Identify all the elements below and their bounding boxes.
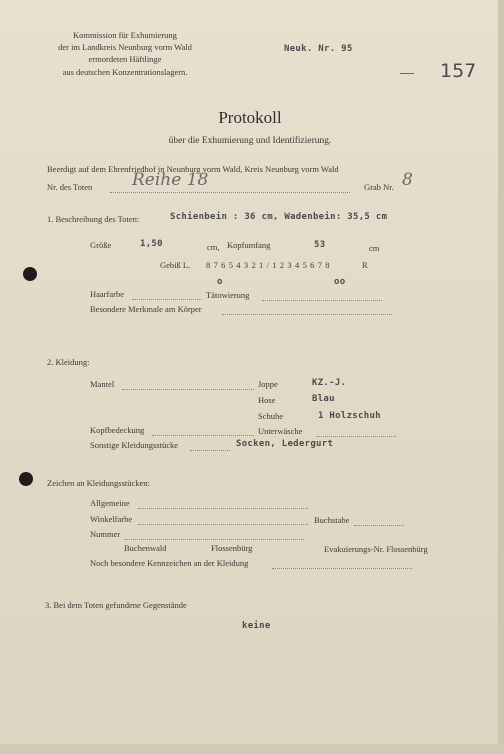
dead-number-value: Reihe 18 [132, 170, 209, 190]
other-clothing-value: Socken, Ledergurt [236, 439, 334, 449]
commission-line-2: der im Landkreis Neunburg vorm Wald [58, 42, 192, 52]
general-label: Allgemeine [90, 498, 130, 508]
number-label: Nummer [90, 529, 121, 539]
other-marks-line [272, 568, 412, 569]
reference-number: Neuk. Nr. 95 [284, 44, 353, 54]
trousers-value: Blau [312, 394, 335, 404]
angle-color-label: Winkelfarbe [90, 514, 133, 524]
head-circumference-unit: cm [369, 243, 380, 253]
punch-hole-bottom [19, 472, 33, 486]
teeth-mark-right: oo [334, 277, 346, 287]
other-clothing-label: Sonstige Kleidungsstücke [90, 440, 179, 450]
commission-line-4: aus deutschen Konzentrationslagern. [62, 67, 188, 77]
special-marks-line [222, 314, 392, 315]
dead-number-line [110, 192, 350, 193]
hair-color-label: Haarfarbe [90, 289, 124, 299]
section3-value: keine [242, 621, 271, 631]
jacket-label: Joppe [258, 379, 278, 389]
coat-label: Mantel [90, 379, 115, 389]
punch-hole-top [23, 267, 37, 281]
height-label: Größe [90, 240, 112, 250]
number-line [124, 539, 304, 540]
head-circumference-value: 53 [314, 240, 326, 250]
general-line [138, 508, 308, 509]
page-title: Protokoll [218, 108, 282, 127]
page-number-dash [400, 73, 414, 74]
section1-heading: 1. Beschreibung des Toten: [47, 214, 140, 224]
buchenwald-label: Buchenwald [124, 543, 167, 553]
flossenbuerg-label: Flossenbürg [211, 543, 253, 553]
page-edge-bottom [0, 744, 504, 754]
height-unit: cm, [207, 242, 220, 252]
underwear-line [316, 436, 396, 437]
marks-heading: Zeichen an Kleidungsstücken: [47, 478, 150, 488]
commission-line-3: ermordeten Häftlinge [88, 54, 162, 64]
underwear-label: Unterwäsche [258, 426, 303, 436]
dead-number-label: Nr. des Toten [47, 182, 93, 192]
teeth-label: Gebiß L. [160, 260, 191, 270]
grave-number-value: 8 [402, 170, 413, 190]
height-value: 1,50 [140, 239, 163, 249]
hair-color-line [132, 299, 202, 300]
trousers-label: Hose [258, 395, 276, 405]
section3-heading: 3. Bei dem Toten gefundene Gegenstände [45, 600, 187, 610]
page-edge-right [498, 0, 504, 754]
shoes-value: 1 Holzschuh [318, 411, 381, 421]
other-marks-label: Noch besondere Kennzeichen an der Kleidung [90, 558, 249, 568]
grave-number-label: Grab Nr. [364, 182, 394, 192]
teeth-r-label: R [362, 260, 368, 270]
headwear-line [152, 435, 254, 436]
headwear-label: Kopfbedeckung [90, 425, 145, 435]
jacket-value: KZ.-J. [312, 378, 347, 388]
shoes-label: Schuhe [258, 411, 284, 421]
head-circumference-label: Kopfumfang [227, 240, 271, 250]
burial-line: Beerdigt auf dem Ehrenfriedhof in Neunburg vorm Wald, Kreis Neunburg vorm Wald [47, 164, 339, 174]
letter-line [354, 525, 404, 526]
tattoo-label: Tätowierung [206, 290, 250, 300]
special-marks-label: Besondere Merkmale am Körper [90, 304, 202, 314]
section1-description-value: Schienbein : 36 cm, Wadenbein: 35,5 cm [170, 212, 388, 222]
coat-line [122, 389, 254, 390]
teeth-numbers: 8 7 6 5 4 3 2 1 / 1 2 3 4 5 6 7 8 [206, 260, 331, 270]
evacuation-number-label: Evakuierungs-Nr. Flossenbürg [324, 544, 428, 554]
tattoo-line [262, 300, 382, 301]
angle-color-line [138, 524, 308, 525]
commission-line-1: Kommission für Exhumierung [73, 30, 177, 40]
section2-heading: 2. Kleidung: [47, 357, 90, 367]
other-clothing-line [190, 450, 230, 451]
page-number: 157 [440, 60, 477, 82]
teeth-mark-left: o [217, 277, 223, 287]
page-subtitle: über die Exhumierung und Identifizierung. [168, 136, 332, 146]
letter-label: Buchstabe [314, 515, 350, 525]
